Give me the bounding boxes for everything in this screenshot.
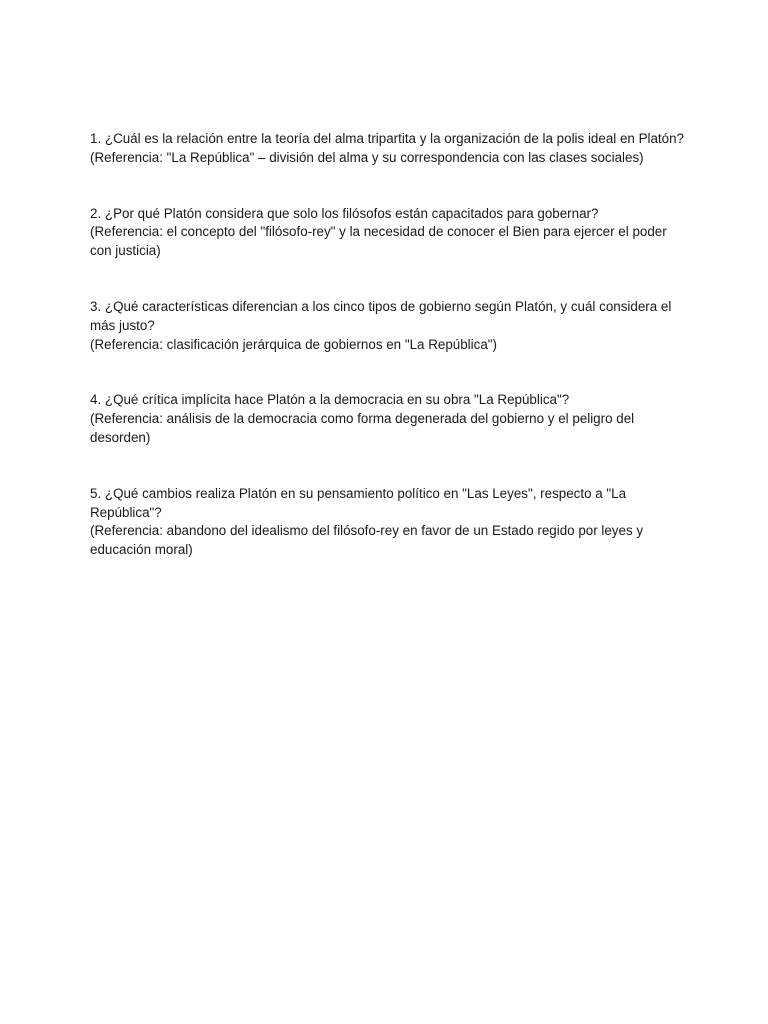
question-item-3 (90, 298, 690, 354)
question-item-5 (90, 485, 690, 560)
question-text: 1. ¿Cuál es la relación entre la teoría del alma tripartita y la organización de la polis ideal en Platón? (90, 131, 684, 146)
reference-text: (Referencia: "La República" – división del alma y su correspondencia con las clases sociales) (90, 149, 644, 165)
reference-text: (Referencia: análisis de la democracia como forma degenerada del gobierno y el peligro del desorden) (90, 411, 635, 445)
question-text: 2. ¿Por qué Platón considera que solo los filósofos están capacitados para gobernar? (90, 205, 599, 221)
question-item-2 (90, 205, 690, 261)
question-text: 5. ¿Qué cambios realiza Platón en su pensamiento político en "Las Leyes", respecto a "La República"? (90, 485, 627, 520)
reference-text: (Referencia: abandono del idealismo del filósofo-rey en favor de un Estado regido por leyes y educación moral) (90, 523, 644, 558)
reference-text: (Referencia: clasificación jerárquica de gobiernos en "La República") (90, 336, 497, 352)
question-text: 4. ¿Qué crítica implícita hace Platón a la democracia en su obra "La República"? (90, 392, 570, 408)
question-item-1 (90, 130, 690, 168)
question-list (90, 130, 690, 597)
question-text: 3. ¿Qué características diferencian a los cinco tipos de gobierno según Platón, y cuál considera el más justo? (90, 298, 672, 333)
reference-text: (Referencia: el concepto del "filósofo-rey" y la necesidad de conocer el Bien para ejercer el poder con justicia) (90, 224, 667, 259)
question-item-4 (90, 391, 690, 447)
